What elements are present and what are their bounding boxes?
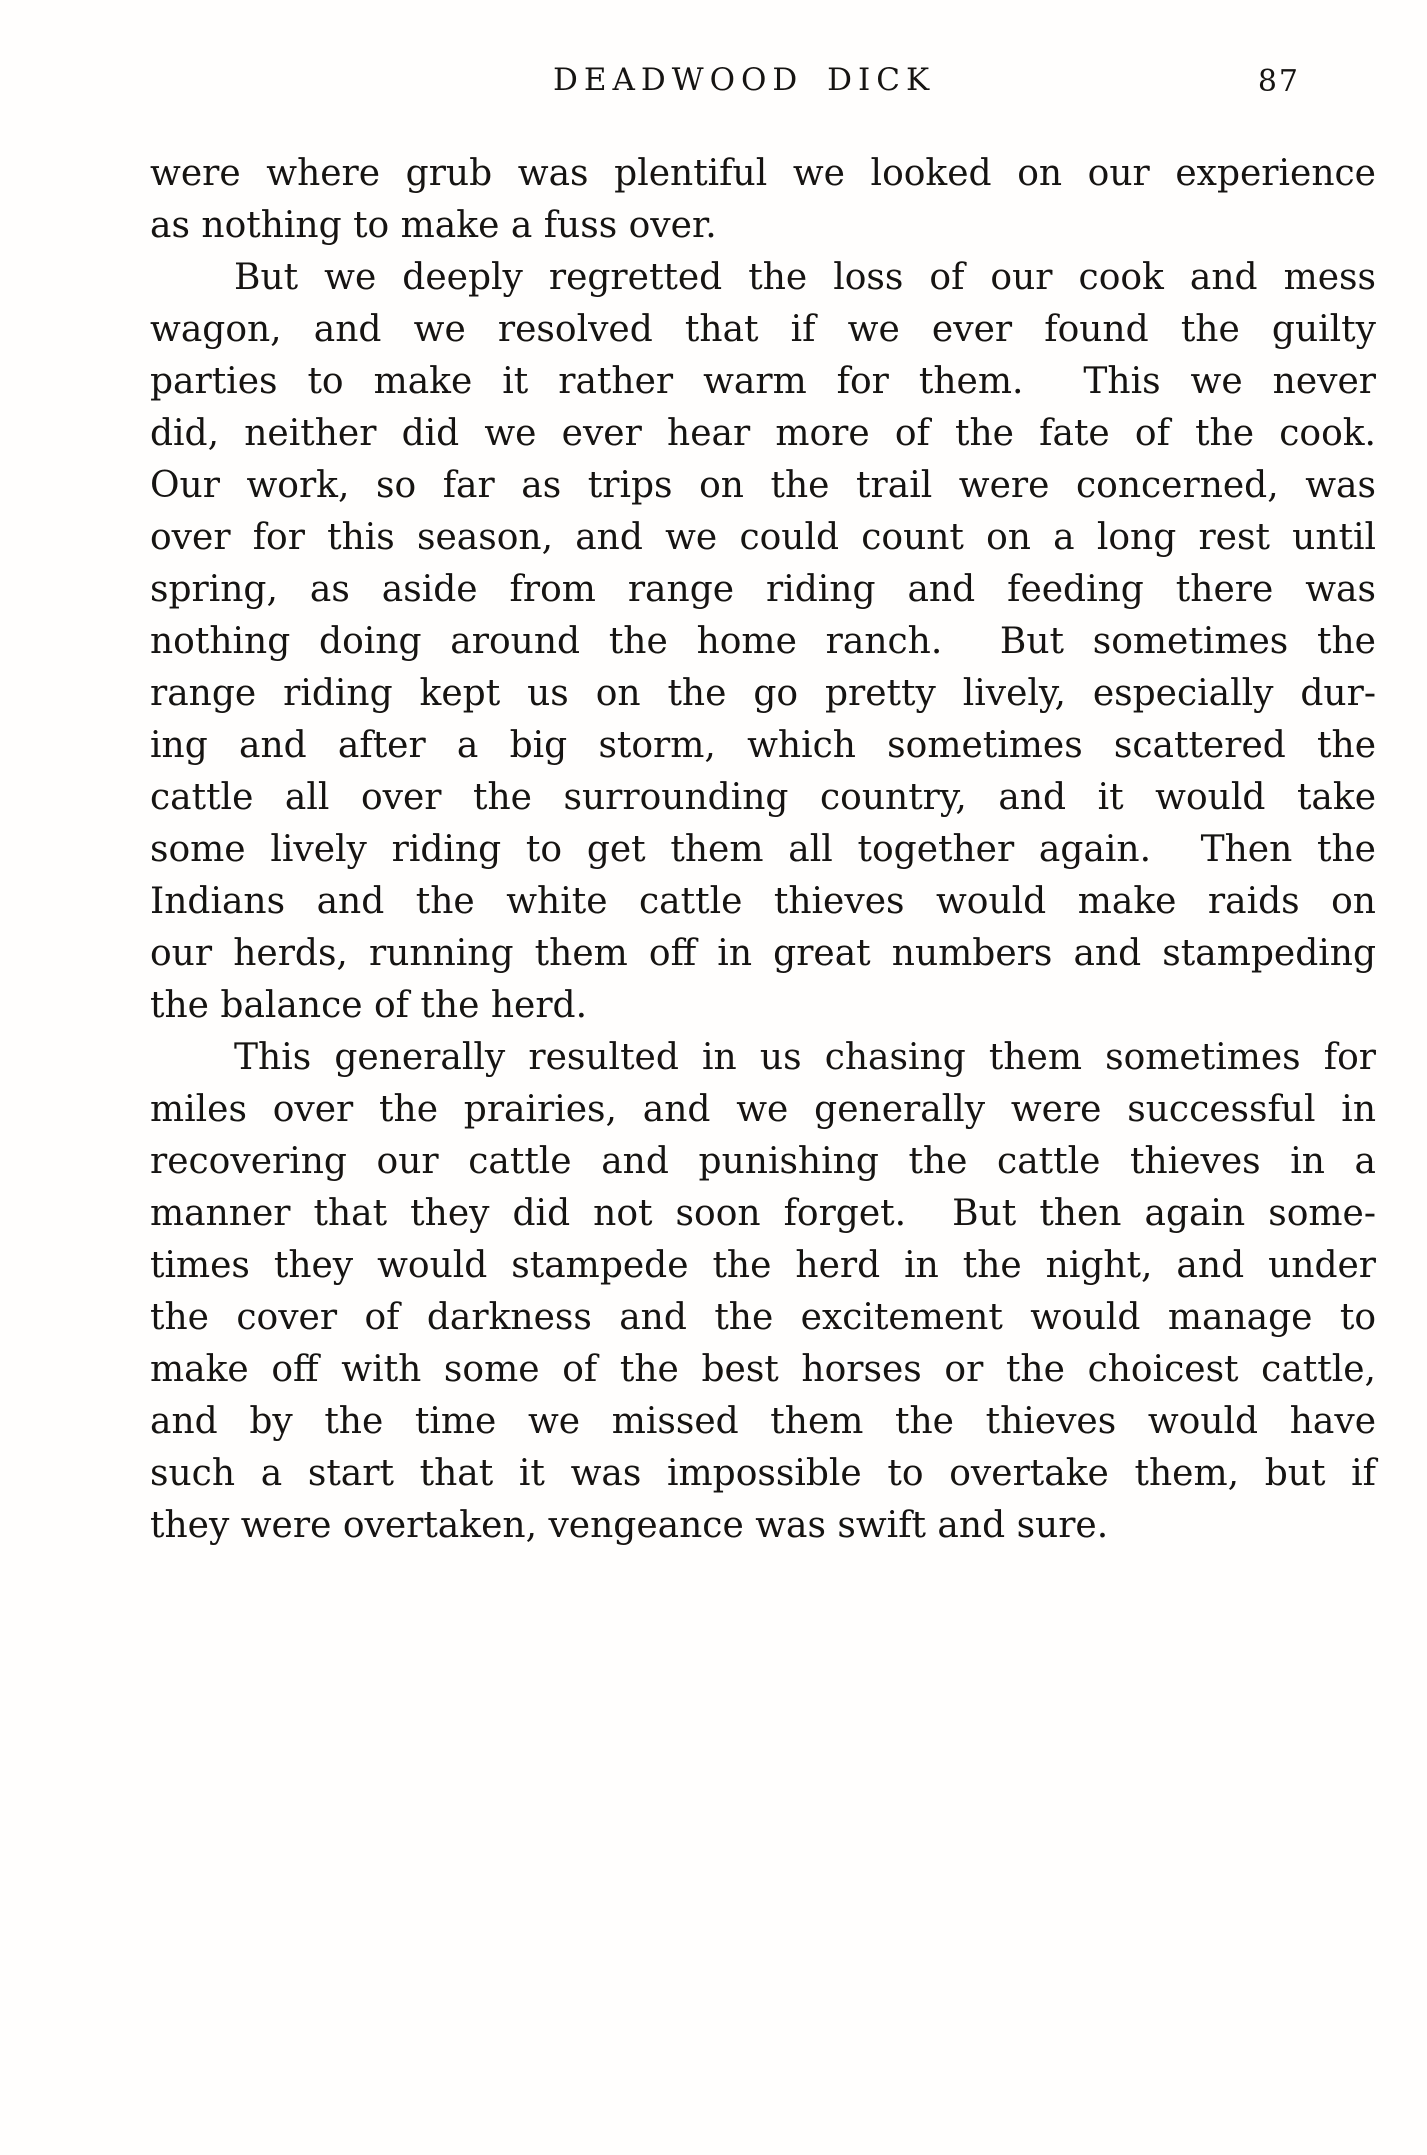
text-line: ing and after a big storm, which sometimes scattered the bbox=[150, 725, 1376, 766]
paragraph bbox=[150, 1032, 1376, 1552]
paragraph bbox=[150, 148, 1376, 252]
paragraph bbox=[150, 252, 1376, 1032]
text-line: But we deeply regretted the loss of our cook and mess bbox=[234, 257, 1376, 298]
text-line: recovering our cattle and punishing the cattle thieves in a bbox=[150, 1141, 1376, 1182]
text-line: Our work, so far as trips on the trail were concerned, was bbox=[150, 465, 1376, 506]
text-line: wagon, and we resolved that if we ever found the guilty bbox=[150, 309, 1376, 350]
text-line: our herds, running them off in great numbers and stampeding bbox=[150, 933, 1376, 974]
text-line: they were overtaken, vengeance was swift and sure. bbox=[150, 1505, 1109, 1546]
text-line: parties to make it rather warm for them. This we never bbox=[150, 361, 1376, 402]
text-line: spring, as aside from range riding and feeding there was bbox=[150, 569, 1376, 610]
text-line: over for this season, and we could count on a long rest until bbox=[150, 517, 1376, 558]
text-line: cattle all over the surrounding country, and it would take bbox=[150, 777, 1376, 818]
text-line: miles over the prairies, and we generally were successful in bbox=[150, 1089, 1376, 1130]
text-line: the balance of the herd. bbox=[150, 985, 588, 1026]
text-line: such a start that it was impossible to overtake them, but if bbox=[150, 1453, 1376, 1494]
text-line: as nothing to make a fuss over. bbox=[150, 205, 717, 246]
page-header-title: DEADWOOD DICK bbox=[553, 62, 936, 98]
text-line: were where grub was plentiful we looked on our experience bbox=[150, 153, 1376, 194]
page-number: 87 bbox=[1257, 64, 1300, 99]
text-line: did, neither did we ever hear more of the fate of the cook. bbox=[150, 413, 1376, 454]
text-line: nothing doing around the home ranch. But sometimes the bbox=[150, 621, 1376, 662]
text-line: some lively riding to get them all together again. Then the bbox=[150, 829, 1376, 870]
running-head bbox=[0, 62, 1427, 108]
text-line: range riding kept us on the go pretty lively, especially dur- bbox=[150, 673, 1376, 714]
text-line: and by the time we missed them the thieves would have bbox=[150, 1401, 1376, 1442]
text-line: This generally resulted in us chasing them sometimes for bbox=[234, 1037, 1376, 1078]
text-line: make off with some of the best horses or the choicest cattle, bbox=[150, 1349, 1376, 1390]
body-text bbox=[150, 148, 1376, 1552]
text-line: times they would stampede the herd in the night, and under bbox=[150, 1245, 1376, 1286]
text-line: Indians and the white cattle thieves would make raids on bbox=[150, 881, 1376, 922]
text-line: the cover of darkness and the excitement would manage to bbox=[150, 1297, 1376, 1338]
text-line: manner that they did not soon forget. But then again some- bbox=[150, 1193, 1376, 1234]
